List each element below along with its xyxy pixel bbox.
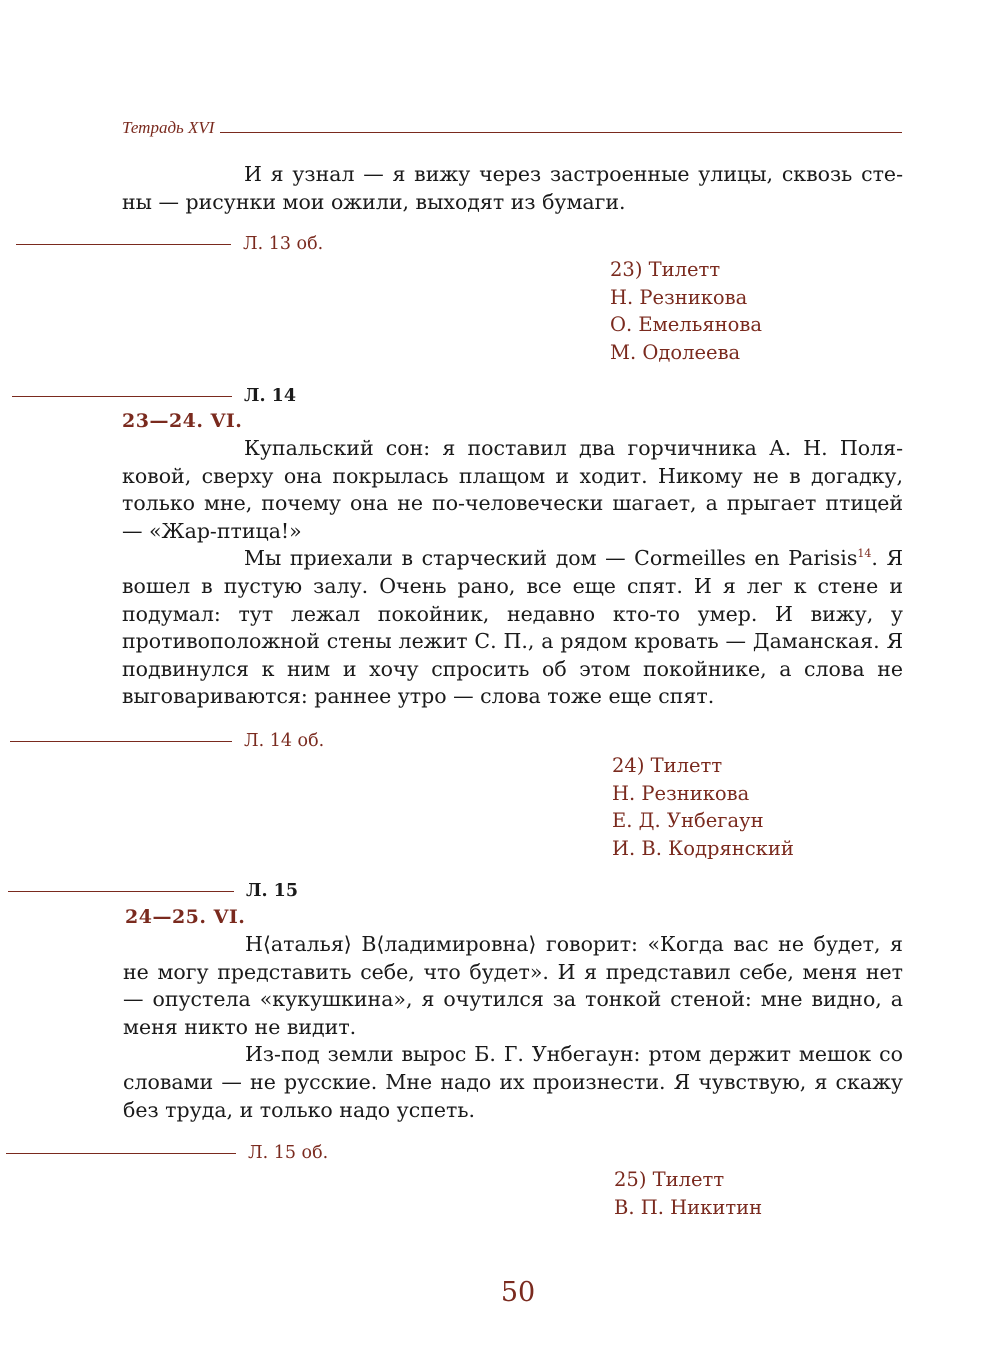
leaf-marker-15 bbox=[8, 881, 298, 901]
list-item: 25) Тилетт bbox=[614, 1168, 725, 1191]
leaf-marker-15ob bbox=[6, 1143, 328, 1163]
paragraph-with-footnote bbox=[122, 545, 903, 711]
list-item: Е. Д. Унбегаун bbox=[612, 809, 764, 832]
leaf-rule bbox=[8, 891, 234, 892]
paragraph-text: Н⟨аталья⟩ В⟨ладимировна⟩ говорит: «Когда вас не будет, я не могу представить себе, что будет». И я представил себе, меня нет — опустела «кукушкина», я очутился за тонкой стеной: мне видно, а меня никто не видит. bbox=[123, 932, 903, 1039]
list-item: Н. Резникова bbox=[610, 285, 748, 309]
leaf-rule bbox=[12, 396, 232, 397]
paragraph-text: И я узнал — я вижу через застроенные улицы, сквозь стены — рисунки мои ожили, выходят из бумаги. bbox=[122, 162, 903, 214]
paragraph-text: Из-под земли вырос Б. Г. Унбегаун: ртом держит мешок со словами — не русские. Мне надо их произнести. Я чувствую, я скажу без труда, и только надо успеть. bbox=[123, 1042, 903, 1122]
running-header bbox=[122, 113, 902, 137]
leaf-label: Л. 15 об. bbox=[248, 1143, 329, 1163]
entry-23-24-text bbox=[122, 435, 903, 711]
entry-24-25-text bbox=[123, 931, 903, 1124]
leaf-rule bbox=[16, 244, 231, 245]
footnote-marker[interactable]: 14 bbox=[857, 547, 872, 561]
leaf-marker-14ob bbox=[10, 731, 324, 751]
list-item: Н. Резникова bbox=[612, 781, 750, 805]
paragraph-text: Мы приехали в старческий дом — Cormeilles en Parisis bbox=[244, 546, 858, 571]
list-item: 23) Тилетт bbox=[610, 258, 721, 281]
list-item: И. В. Кодрянский bbox=[612, 836, 794, 860]
notebook-title: Тетрадь XVI bbox=[122, 118, 215, 137]
leaf-label: Л. 15 bbox=[246, 881, 299, 901]
entry-date-24-25: 24—25. VI. bbox=[125, 906, 246, 928]
leaf-label: Л. 14 bbox=[244, 386, 297, 406]
name-list-25 bbox=[614, 1166, 762, 1221]
leaf-label: Л. 13 об. bbox=[243, 234, 324, 254]
paragraph-text: . Я вошел в пустую залу. Очень рано, все еще спят. И я лег к стене и подумал: тут лежал покойник, недавно кто-то умер. И вижу, у противоположной стены лежит С. П., а рядом кровать — Даманская. Я подвинулся к ним и хочу спросить об этом покойнике, а слова не выговариваются: раннее утро — слова тоже еще спят. bbox=[122, 546, 904, 709]
list-item: 24) Тилетт bbox=[612, 754, 723, 777]
name-list-23 bbox=[610, 256, 762, 366]
leaf-marker-13ob bbox=[16, 234, 323, 254]
opening-paragraph bbox=[122, 161, 903, 216]
leaf-marker-14 bbox=[12, 386, 296, 406]
leaf-rule bbox=[10, 741, 232, 742]
leaf-label: Л. 14 об. bbox=[244, 731, 325, 751]
paragraph-text: Купальский сон: я поставил два горчичника А. Н. Поляковой, сверху она покрылась плащом и ходит. Никому не в догадку, только мне, почему она не по-человечески шагает, а прыгает птицей — «Жар-птица!» bbox=[122, 436, 903, 543]
entry-date-23-24: 23—24. VI. bbox=[122, 410, 243, 432]
page-number: 50 bbox=[500, 1277, 536, 1308]
name-list-24 bbox=[612, 752, 794, 862]
list-item: М. Одолеева bbox=[610, 340, 741, 364]
list-item: О. Емельянова bbox=[610, 313, 762, 336]
leaf-rule bbox=[6, 1153, 236, 1154]
header-rule bbox=[220, 132, 902, 133]
list-item: В. П. Никитин bbox=[614, 1195, 763, 1219]
